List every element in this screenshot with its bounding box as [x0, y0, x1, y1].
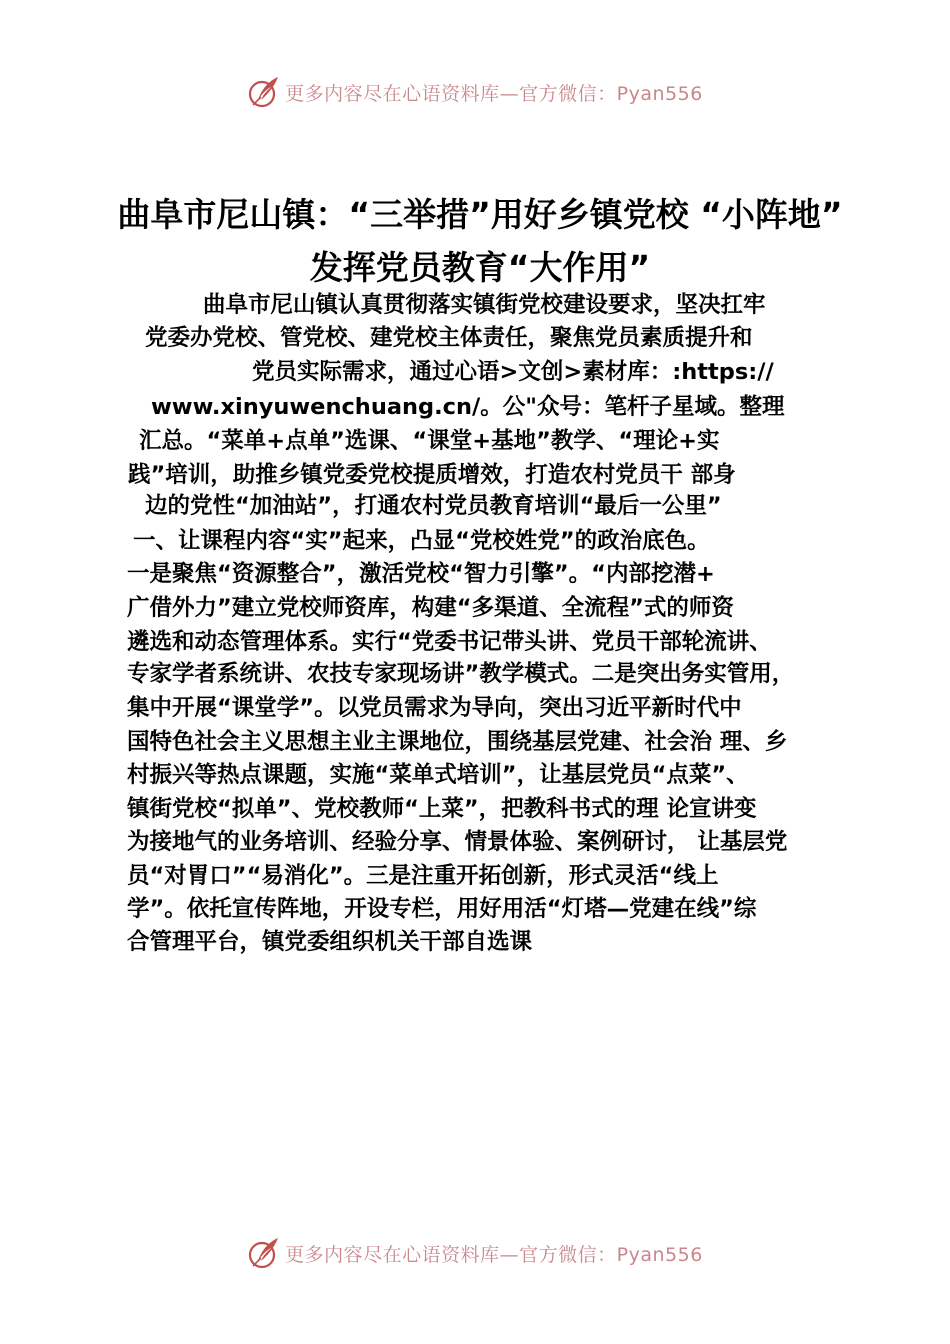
- body-line: 国特色社会主义思想主业主课地位，围绕基层党建、社会治 理、乡: [127, 729, 788, 755]
- body-line: 曲阜市尼山镇认真贯彻落实镇街党校建设要求，坚决扛牢: [203, 292, 766, 318]
- body-line: 党员实际需求，通过心语>文创>素材库：:https://: [252, 359, 774, 385]
- body-line: 镇街党校“拟单”、党校教师“上菜”，把教科书式的理 论宣讲变: [127, 796, 757, 822]
- body-line: 专家学者系统讲、农技专家现场讲”教学模式。二是突出务实管用，: [127, 661, 795, 687]
- banner-text: 更多内容尽在心语资料库—官方微信：Pyan556: [285, 82, 703, 105]
- body-line: 遴选和动态管理体系。实行“党委书记带头讲、党员干部轮流讲、: [127, 629, 772, 655]
- document-title: 曲阜市尼山镇：“三举措”用好乡镇党校 “小阵地” 发挥党员教育“大作用”: [117, 195, 843, 287]
- body-line: 村振兴等热点课题，实施“菜单式培训”，让基层党员“点菜”、: [127, 762, 749, 788]
- body-line: 广借外力”建立党校师资库，构建“多渠道、全流程”式的师资: [127, 595, 734, 621]
- banner-text: 更多内容尽在心语资料库—官方微信：Pyan556: [285, 1243, 703, 1266]
- footer-banner: [0, 1233, 950, 1273]
- body-line: www.xinyuwenchuang.cn/。公"众号：笔杆子星域。整理: [151, 394, 785, 420]
- body-line: 汇总。“菜单+点单”选课、“课堂+基地”教学、“理论+实: [139, 428, 720, 454]
- header-banner: [0, 72, 950, 112]
- body-line: 一、让课程内容“实”起来，凸显“党校姓党”的政治底色。: [133, 528, 710, 554]
- body-line: 党委办党校、管党校、建党校主体责任，聚焦党员素质提升和: [145, 325, 753, 351]
- body-line: 践”培训，助推乡镇党委党校提质增效，打造农村党员干 部身: [128, 462, 736, 488]
- body-line: 合管理平台，镇党委组织机关干部自选课: [127, 929, 533, 955]
- body-line: 为接地气的业务培训、经验分享、情景体验、案例研讨， 让基层党: [127, 829, 788, 855]
- body-line: 一是聚焦“资源整合”，激活党校“智力引擎”。“内部挖潜+: [127, 561, 715, 587]
- feather-logo-icon: [247, 1236, 281, 1270]
- feather-logo-icon: [247, 75, 281, 109]
- body-line: 集中开展“课堂学”。以党员需求为导向，突出习近平新时代中: [127, 695, 742, 721]
- body-line: 员“对胃口”“易消化”。三是注重开拓创新，形式灵活“线上: [127, 863, 719, 889]
- body-line: 边的党性“加油站”，打通农村党员教育培训“最后一公里”: [145, 493, 722, 519]
- body-line: 学”。依托宣传阵地，开设专栏，用好用活“灯塔—党建在线”综: [127, 896, 757, 922]
